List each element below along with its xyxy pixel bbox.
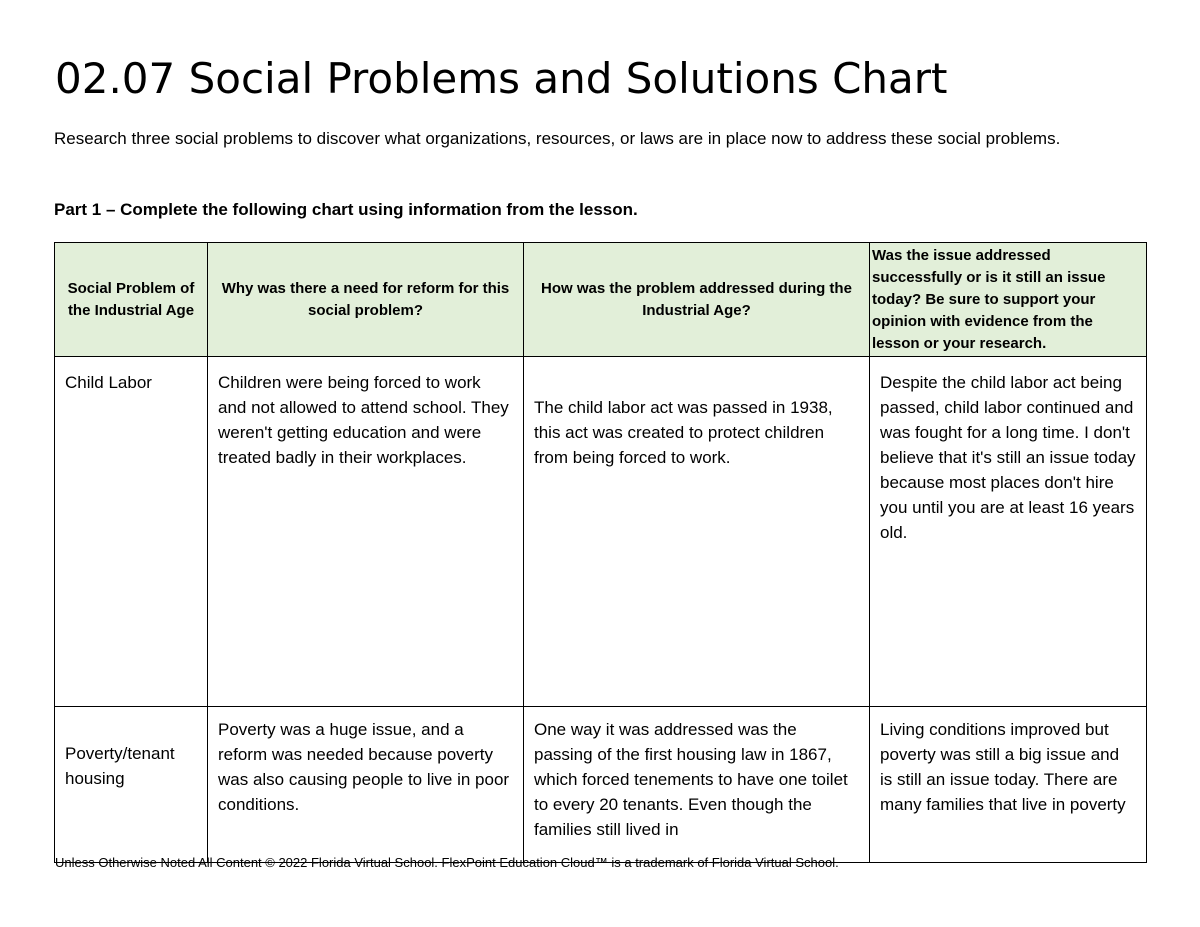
cell-success: Despite the child labor act being passed, child labor continued and was fought for a long time. I don't believe that it's still an issue today because most places don't hire you until you are at least 16 years old. xyxy=(870,357,1147,707)
cell-addressed: One way it was addressed was the passing of the first housing law in 1867, which forced tenements to have one toilet to every 20 tenants. Even though the families still lived in xyxy=(524,707,870,863)
intro-text: Research three social problems to discover what organizations, resources, or laws are in place now to address these social problems. xyxy=(54,129,1061,148)
header-addressed-successfully: Was the issue addressed successfully or is it still an issue today? Be sure to support your opinion with evidence from the lesson or your research. xyxy=(870,243,1147,357)
page-title: 02.07 Social Problems and Solutions Chart xyxy=(55,54,948,103)
cell-problem: Child Labor xyxy=(55,357,208,707)
cell-success: Living conditions improved but poverty was still a big issue and is still an issue today. There are many families that live in poverty xyxy=(870,707,1147,863)
social-problems-table xyxy=(54,242,1147,863)
header-how-addressed: How was the problem addressed during the Industrial Age? xyxy=(524,243,870,357)
cell-problem xyxy=(55,707,208,863)
copyright-footer: Unless Otherwise Noted All Content © 2022 Florida Virtual School. FlexPoint Education Cloud™ is a trademark of Florida Virtual School. xyxy=(55,855,839,870)
cell-addressed-text: The child labor act was passed in 1938, this act was created to protect children from being forced to work. xyxy=(534,398,833,467)
cell-problem-text: Poverty/tenant housing xyxy=(65,744,175,788)
cell-need: Children were being forced to work and not allowed to attend school. They weren't getting education and were treated badly in their workplaces. xyxy=(208,357,524,707)
table-row xyxy=(55,707,1147,863)
part-heading: Part 1 – Complete the following chart using information from the lesson. xyxy=(54,200,638,219)
cell-need: Poverty was a huge issue, and a reform was needed because poverty was also causing people to live in poor conditions. xyxy=(208,707,524,863)
table-header-row xyxy=(55,243,1147,357)
header-need-for-reform: Why was there a need for reform for this social problem? xyxy=(208,243,524,357)
table-row xyxy=(55,357,1147,707)
cell-addressed xyxy=(524,357,870,707)
header-social-problem: Social Problem of the Industrial Age xyxy=(55,243,208,357)
